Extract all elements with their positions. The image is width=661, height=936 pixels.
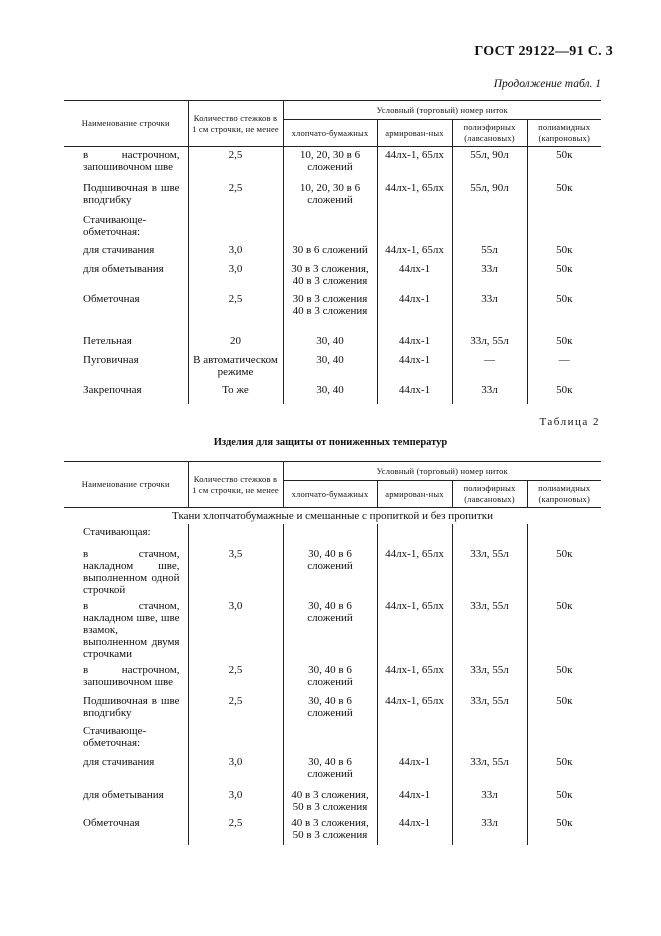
row-stitches: 20: [188, 333, 283, 352]
row-name: для стачивания: [64, 754, 188, 787]
row-cotton: 30, 40 в 6 сложений: [283, 693, 377, 723]
row-name: Подшивочная в шве вподгибку: [64, 180, 188, 212]
row-armored: 44лх-1, 65лх: [377, 180, 452, 212]
column-header-thread-number: Условный (торговый) номер ниток: [283, 462, 601, 481]
row-polyester: 55л: [452, 242, 527, 261]
row-cotton: 30 в 3 сложения, 40 в 3 сложения: [283, 261, 377, 291]
row-armored: 44лх-1, 65лх: [377, 598, 452, 662]
row-cotton: 30, 40: [283, 333, 377, 352]
row-polyamide: 50к: [556, 695, 573, 707]
table-row: [64, 291, 601, 333]
row-name: для обметывания: [64, 261, 188, 291]
row-cotton: 30 в 6 сложений: [283, 242, 377, 261]
row-polyester: 33л, 55л: [452, 333, 527, 352]
row-armored: 44лх-1, 65лх: [377, 693, 452, 723]
column-header-polyester: полиэфирных (лавсановых): [452, 481, 527, 508]
row-armored: 44лх-1: [377, 754, 452, 787]
row-name: Пуговичная: [64, 352, 188, 382]
row-cotton: 30, 40 в 6 сложений: [283, 754, 377, 787]
table-row: [64, 787, 601, 815]
row-polyester: 33л, 55л: [452, 598, 527, 662]
row-polyamide: 50к: [556, 756, 573, 768]
table-row: [64, 242, 601, 261]
column-header-thread-number: Условный (торговый) номер ниток: [283, 101, 601, 120]
row-armored: 44лх-1: [377, 261, 452, 291]
row-polyester: 33л, 55л: [452, 662, 527, 693]
table-row: [64, 352, 601, 382]
row-polyamide: 50к: [556, 334, 573, 347]
row-name: Обметочная: [64, 815, 188, 845]
table-row: [64, 524, 601, 546]
row-stitches: 3,0: [188, 242, 283, 261]
row-polyester: 33л: [452, 815, 527, 845]
table-row: [64, 147, 601, 180]
row-stitches: 2,5: [188, 291, 283, 333]
row-stitches: 2,5: [188, 180, 283, 212]
column-header-armored: армирован-ных: [377, 120, 452, 147]
table-row: [64, 333, 601, 352]
row-name: Стачивающе-обметочная:: [64, 212, 188, 242]
row-polyamide: 50к: [556, 817, 573, 829]
row-stitches: 3,0: [188, 787, 283, 815]
row-cotton: 30 в 3 сложения 40 в 3 сложения: [283, 291, 377, 333]
row-stitches: 2,5: [188, 815, 283, 845]
table-row: [64, 212, 601, 242]
column-header-polyester: полиэфирных (лавсановых): [452, 120, 527, 147]
row-polyamide: 50к: [556, 600, 573, 612]
row-name: Закрепочная: [64, 382, 188, 404]
column-header-cotton: хлопчато-бумажных: [283, 481, 377, 508]
row-polyamide: 50к: [556, 664, 573, 676]
column-header-stitches: Количество стежков в 1 см строчки, не менее: [188, 101, 283, 147]
row-name: Обметочная: [64, 291, 188, 333]
row-armored: 44лх-1: [377, 787, 452, 815]
row-polyester: 33л, 55л: [452, 693, 527, 723]
row-polyamide: 50к: [556, 181, 573, 194]
thread-table-1: [64, 100, 601, 404]
document-reference: ГОСТ 29122—91 С. 3: [474, 44, 613, 59]
row-name: Петельная: [64, 333, 188, 352]
table-row: [64, 723, 601, 754]
row-polyamide: 50к: [556, 262, 573, 275]
row-polyester: 33л: [452, 291, 527, 333]
row-armored: 44лх-1: [377, 352, 452, 382]
thread-table-2: [64, 461, 601, 845]
row-name: в стачном, накладном шве, выполненном одной строчкой: [64, 546, 188, 598]
row-polyamide: 50к: [556, 292, 573, 305]
column-header-polyamide: полиамидных (капроновых): [527, 120, 601, 147]
row-polyamide: —: [558, 353, 570, 366]
row-armored: 44лх-1: [377, 291, 452, 333]
table-row: [64, 598, 601, 662]
row-polyamide: 50к: [556, 243, 573, 256]
row-polyamide: 50к: [556, 383, 573, 396]
column-header-stitches: Количество стежков в 1 см строчки, не менее: [188, 462, 283, 508]
row-armored: 44лх-1: [377, 815, 452, 845]
row-stitches: То же: [188, 382, 283, 404]
row-name: для обметывания: [64, 787, 188, 815]
row-polyester: 33л: [452, 382, 527, 404]
row-stitches: 3,0: [188, 598, 283, 662]
row-polyester: 33л: [452, 261, 527, 291]
row-cotton: 30, 40: [283, 382, 377, 404]
table-row: [64, 754, 601, 787]
table-row: [64, 662, 601, 693]
table-row: [64, 180, 601, 212]
row-cotton: 40 в 3 сложения, 50 в 3 сложения: [283, 815, 377, 845]
row-cotton: 10, 20, 30 в 6 сложений: [283, 180, 377, 212]
row-stitches: 2,5: [188, 693, 283, 723]
column-header-polyamide: полиамидных (капроновых): [527, 481, 601, 508]
row-armored: 44лх-1: [377, 382, 452, 404]
row-polyester: 55л, 90л: [452, 147, 527, 180]
row-polyester: 33л, 55л: [452, 546, 527, 598]
row-stitches: В автоматическом режиме: [188, 352, 283, 382]
table-row: [64, 815, 601, 845]
row-stitches: 3,0: [188, 261, 283, 291]
row-cotton: 30, 40: [283, 352, 377, 382]
row-cotton: 40 в 3 сложения, 50 в 3 сложения: [283, 787, 377, 815]
row-cotton: 30, 40 в 6 сложений: [283, 662, 377, 693]
row-polyamide: 50к: [556, 789, 573, 801]
row-cotton: 10, 20, 30 в 6 сложений: [283, 147, 377, 180]
column-header-name: Наименование строчки: [64, 101, 188, 147]
row-polyester: 33л, 55л: [452, 754, 527, 787]
row-armored: 44лх-1: [377, 333, 452, 352]
column-header-armored: армирован-ных: [377, 481, 452, 508]
table-row: [64, 261, 601, 291]
row-polyamide: 50к: [556, 149, 573, 161]
row-armored: 44лх-1, 65лх: [377, 662, 452, 693]
section-title: Ткани хлопчатобумажные и смешанные с пропиткой и без пропитки: [172, 510, 493, 522]
row-cotton: 30, 40 в 6 сложений: [283, 598, 377, 662]
column-header-cotton: хлопчато-бумажных: [283, 120, 377, 147]
table-row: [64, 693, 601, 723]
row-name: в настрочном, запошивочном шве: [64, 662, 188, 693]
section-row: [64, 508, 601, 525]
row-polyester: 33л: [452, 787, 527, 815]
row-armored: 44лх-1, 65лх: [377, 242, 452, 261]
row-stitches: 3,5: [188, 546, 283, 598]
table-continuation-note: Продолжение табл. 1: [493, 78, 601, 90]
row-stitches: 3,0: [188, 754, 283, 787]
row-armored: 44лх-1, 65лх: [377, 546, 452, 598]
row-polyamide: 50к: [556, 548, 573, 560]
row-name: Стачивающе-обметочная:: [64, 723, 188, 754]
row-name: в стачном, накладном шве, шве взамок, выполненном двумя строчками: [64, 598, 188, 662]
table-row: [64, 382, 601, 404]
row-polyester: —: [452, 352, 527, 382]
row-cotton: 30, 40 в 6 сложений: [283, 546, 377, 598]
row-name: для стачивания: [64, 242, 188, 261]
row-armored: 44лх-1, 65лх: [377, 147, 452, 180]
row-polyester: 55л, 90л: [452, 180, 527, 212]
column-header-name: Наименование строчки: [64, 462, 188, 508]
table-title: Изделия для защиты от пониженных температур: [213, 437, 448, 448]
table-row: [64, 546, 601, 598]
row-name: в настрочном, запошивочном шве: [64, 147, 188, 180]
row-name: Подшивочная в шве вподгибку: [64, 693, 188, 723]
row-stitches: 2,5: [188, 147, 283, 180]
table-number: Таблица 2: [539, 416, 600, 428]
row-name: Стачивающая:: [64, 524, 188, 546]
row-stitches: 2,5: [188, 662, 283, 693]
